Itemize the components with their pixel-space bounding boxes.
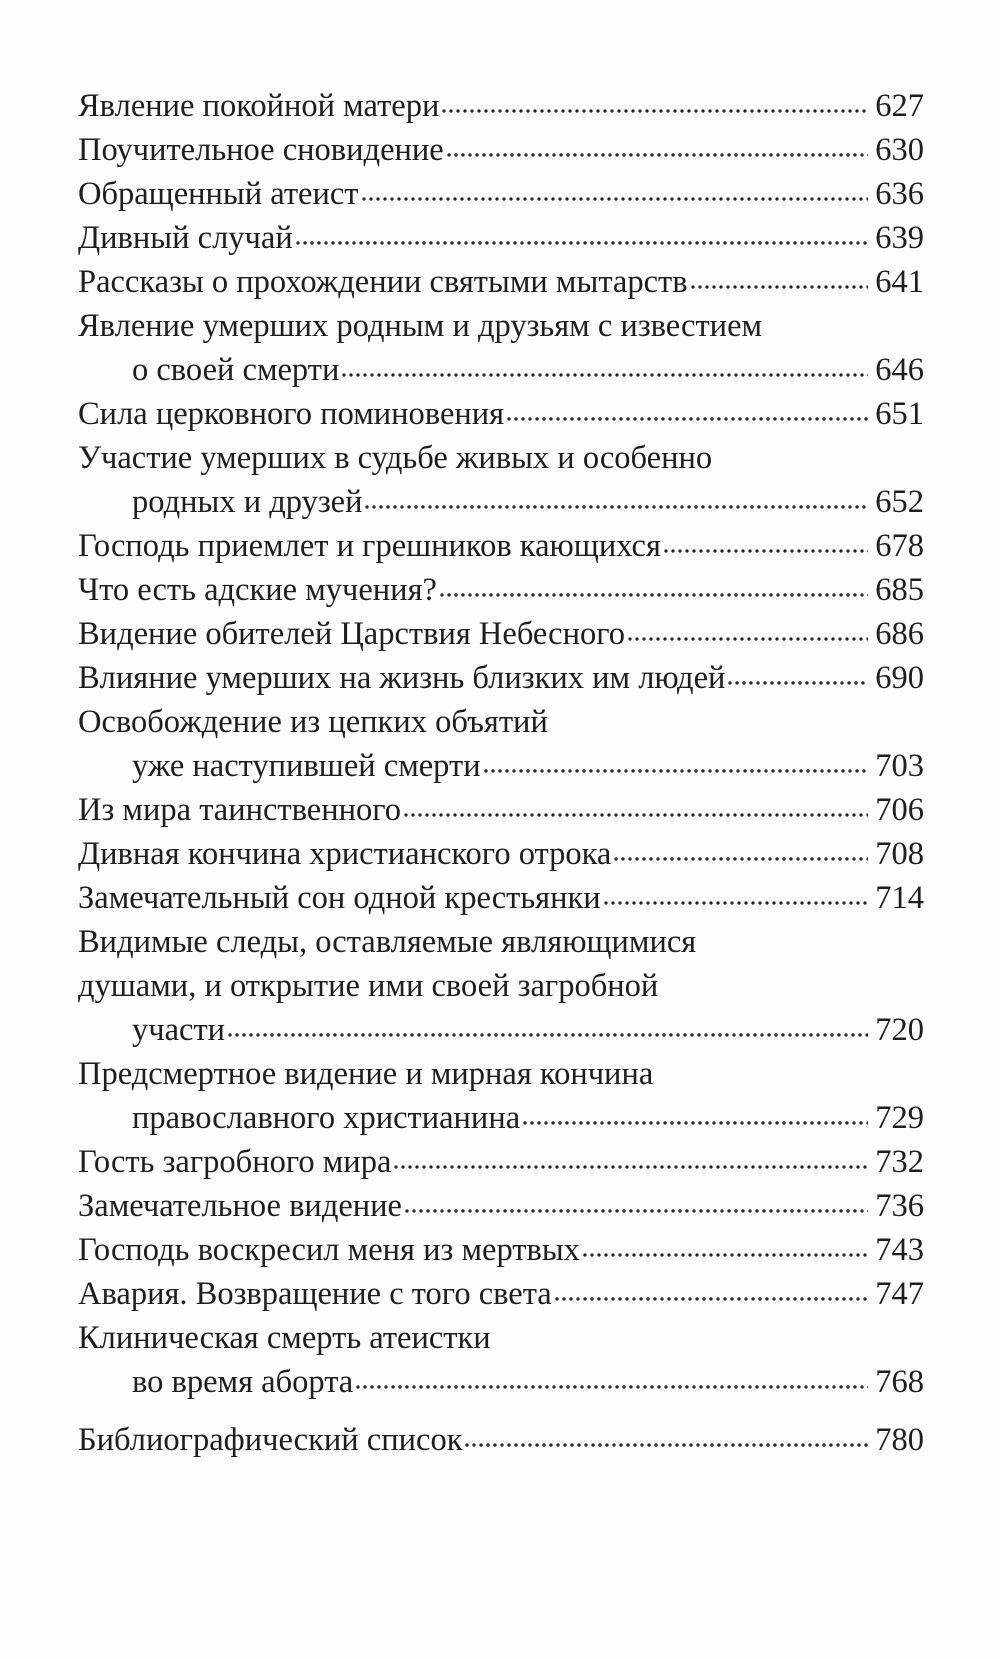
entry-last-line (78, 1272, 924, 1316)
entry-title-line: Из мира таинственного (78, 792, 402, 828)
page-number: 780 (875, 1422, 924, 1458)
entry-title-line: Освобождение из цепких объятий (78, 704, 548, 740)
entry-title-line: Замечательный сон одной крестьянки (78, 880, 601, 916)
toc-entry (78, 568, 924, 612)
dot-leader (523, 1119, 868, 1127)
entry-last-line (78, 524, 924, 568)
page-number: 630 (875, 132, 924, 168)
entry-last-line (78, 832, 924, 876)
entry-title-line: Предсмертное видение и мирная кончина (78, 1056, 654, 1092)
entry-title-line: родных и друзей (132, 484, 363, 520)
page-number: 706 (875, 792, 924, 828)
toc-entry (78, 1140, 924, 1184)
dot-leader (507, 415, 868, 423)
dot-leader (691, 283, 868, 291)
entry-last-line (78, 1140, 924, 1184)
toc-entry (78, 876, 924, 920)
page-number: 729 (875, 1100, 924, 1136)
page-number: 768 (875, 1364, 924, 1400)
entry-title-line: Замечательное видение (78, 1188, 402, 1224)
page-number: 708 (875, 836, 924, 872)
entry-last-line (78, 1418, 924, 1462)
page-number: 736 (875, 1188, 924, 1224)
entry-last-line (78, 128, 924, 172)
entry-title-line: Клиническая смерть атеистки (78, 1320, 491, 1356)
page-number: 690 (875, 660, 924, 696)
entry-last-line (78, 1184, 924, 1228)
page-number: 732 (875, 1144, 924, 1180)
dot-leader (614, 855, 868, 863)
entry-title-line: Поучительное сновидение (78, 132, 444, 168)
toc-entry (78, 304, 924, 392)
entry-last-line (78, 1008, 924, 1052)
toc-entry (78, 832, 924, 876)
dot-leader (394, 1163, 868, 1171)
toc-entry (78, 1272, 924, 1316)
entry-last-line (78, 876, 924, 920)
page-number: 636 (875, 176, 924, 212)
table-of-contents (78, 84, 924, 1462)
page-number: 641 (875, 264, 924, 300)
entry-title-line: Дивная кончина христианского отрока (78, 836, 612, 872)
entry-last-line (78, 1360, 924, 1404)
entry-last-line (78, 568, 924, 612)
dot-leader (440, 591, 868, 599)
entry-title-line: о своей смерти (132, 352, 340, 388)
dot-leader (555, 1295, 868, 1303)
page-number: 651 (875, 396, 924, 432)
toc-entry (78, 524, 924, 568)
dot-leader (484, 767, 868, 775)
entry-title-line: Библиографический список (78, 1422, 463, 1458)
toc-entry (78, 1052, 924, 1140)
page-number: 627 (875, 88, 924, 124)
dot-leader (628, 635, 868, 643)
toc-entry (78, 84, 924, 128)
entry-title-line: Что есть адские мучения? (78, 572, 437, 608)
toc-entry (78, 788, 924, 832)
entry-last-line (78, 172, 924, 216)
dot-leader (465, 1441, 868, 1449)
entry-title-line: участи (132, 1012, 226, 1048)
page-number: 743 (875, 1232, 924, 1268)
entry-last-line (78, 84, 924, 128)
page-number: 678 (875, 528, 924, 564)
page-number: 652 (875, 484, 924, 520)
entry-title-line: Видение обителей Царствия Небесного (78, 616, 625, 652)
entry-title-line: Господь приемлет и грешников кающихся (78, 528, 661, 564)
toc-entry (78, 1228, 924, 1272)
toc-entry (78, 612, 924, 656)
entry-title-line: душами, и открытие ими своей загробной (78, 968, 659, 1004)
entry-last-line (78, 1228, 924, 1272)
dot-leader (365, 503, 868, 511)
page-number: 720 (875, 1012, 924, 1048)
dot-leader (228, 1031, 868, 1039)
entry-title-line: Авария. Возвращение с того света (78, 1276, 552, 1312)
entry-last-line (78, 788, 924, 832)
dot-leader (583, 1251, 868, 1259)
entry-last-line (78, 392, 924, 436)
dot-leader (405, 1207, 868, 1215)
dot-leader (664, 547, 868, 555)
entry-last-line (78, 612, 924, 656)
entry-title-line: во время аборта (132, 1364, 354, 1400)
toc-entry (78, 656, 924, 700)
entry-title-line: уже наступившей смерти (132, 748, 481, 784)
entry-last-line (78, 348, 924, 392)
page-number: 714 (875, 880, 924, 916)
entry-last-line (78, 480, 924, 524)
toc-entry (78, 700, 924, 788)
toc-entry (78, 1316, 924, 1404)
toc-entry (78, 128, 924, 172)
entry-title-line: Гость загробного мира (78, 1144, 392, 1180)
page-number: 646 (875, 352, 924, 388)
toc-entry (78, 216, 924, 260)
entry-title-line: Явление умерших родным и друзьям с известием (78, 308, 763, 344)
toc-entry (78, 172, 924, 216)
entry-title-line: Дивный случай (78, 220, 293, 256)
dot-leader (442, 107, 868, 115)
entry-title-line: Сила церковного поминовения (78, 396, 505, 432)
toc-entry (78, 436, 924, 524)
entry-last-line (78, 260, 924, 304)
entry-title-line: православного христианина (132, 1100, 521, 1136)
toc-entry (78, 920, 924, 1052)
toc-entry (78, 392, 924, 436)
dot-leader (728, 679, 868, 687)
entry-title-line: Господь воскресил меня из мертвых (78, 1232, 580, 1268)
entry-last-line (78, 216, 924, 260)
dot-leader (362, 195, 868, 203)
entry-title-line: Влияние умерших на жизнь близких им людей (78, 660, 726, 696)
entry-title-line: Участие умерших в судьбе живых и особенно (78, 440, 713, 476)
entry-title-line: Видимые следы, оставляемые являющимися (78, 924, 697, 960)
dot-leader (296, 239, 868, 247)
page-number: 639 (875, 220, 924, 256)
entry-title-line: Обращенный атеист (78, 176, 359, 212)
toc-entry (78, 1184, 924, 1228)
entry-last-line (78, 656, 924, 700)
entry-last-line (78, 744, 924, 788)
page-number: 685 (875, 572, 924, 608)
dot-leader (356, 1383, 868, 1391)
page-number: 703 (875, 748, 924, 784)
dot-leader (447, 151, 868, 159)
page-number: 686 (875, 616, 924, 652)
page-number: 747 (875, 1276, 924, 1312)
toc-entry (78, 260, 924, 304)
entry-title-line: Явление покойной матери (78, 88, 440, 124)
dot-leader (604, 899, 868, 907)
dot-leader (404, 811, 868, 819)
toc-entry (78, 1418, 924, 1462)
dot-leader (342, 371, 868, 379)
entry-title-line: Рассказы о прохождении святыми мытарств (78, 264, 688, 300)
entry-last-line (78, 1096, 924, 1140)
